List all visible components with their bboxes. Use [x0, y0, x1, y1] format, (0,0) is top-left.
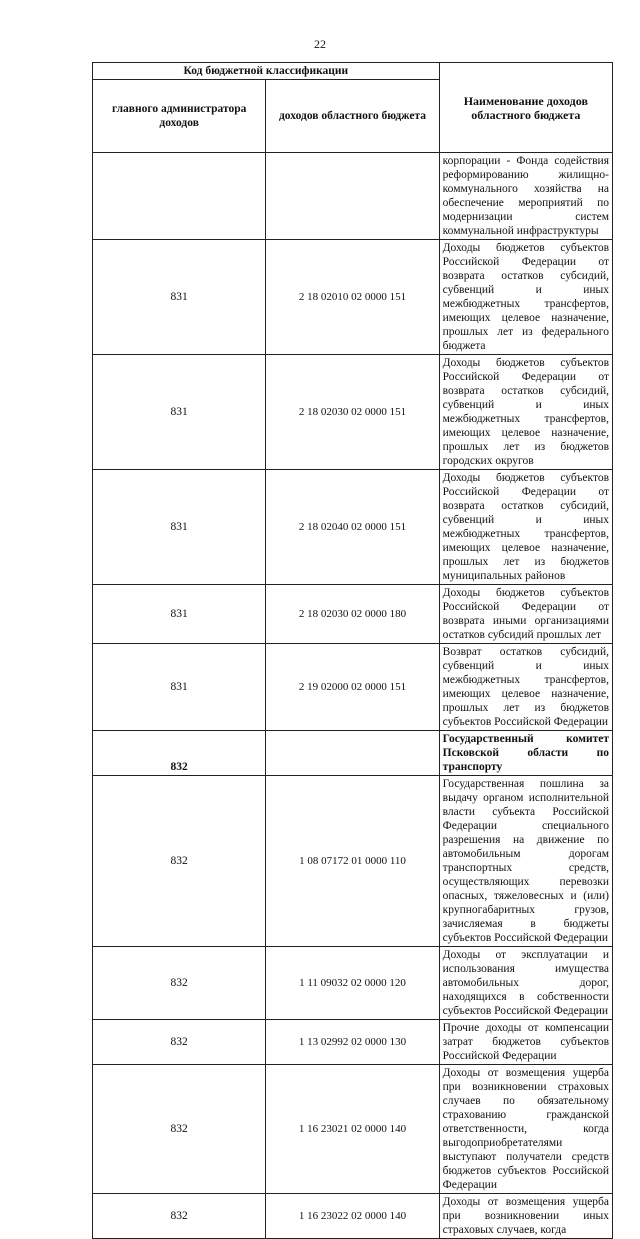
table-row — [93, 1020, 613, 1065]
table-row — [93, 355, 613, 470]
income-code-cell: 1 08 07172 01 0000 110 — [266, 776, 439, 947]
income-code-cell — [266, 153, 439, 240]
income-name-cell: Государственная пошлина за выдачу органом исполнительной власти субъекта Российской Федерации специального разрешения на движение по автомобильным дорогам транспортных средств, осуществляющих перевозки опасных, тяжеловесных и (или) крупногабаритных грузов, зачисляемая в бюджеты субъектов Российской Федерации — [439, 776, 612, 947]
income-name-cell: Доходы от эксплуатации и использования имущества автомобильных дорог, находящихся в собственности субъектов Российской Федерации — [439, 947, 612, 1020]
group-header: Код бюджетной классификации — [93, 63, 440, 80]
admin-code-cell: 831 — [93, 470, 266, 585]
table-row — [93, 1194, 613, 1239]
income-name-cell: Доходы от возмещения ущерба при возникновении страховых случаев по обязательному страхованию гражданской ответственности, когда выгодоприобретателями выступают получатели средств бюджетов субъектов Российской Федерации — [439, 1065, 612, 1194]
admin-code-cell: 832 — [93, 1020, 266, 1065]
income-code-cell: 2 18 02030 02 0000 151 — [266, 355, 439, 470]
income-column-header: доходов областного бюджета — [266, 80, 439, 153]
income-code-cell: 1 11 09032 02 0000 120 — [266, 947, 439, 1020]
income-name-cell: Прочие доходы от компенсации затрат бюджетов субъектов Российской Федерации — [439, 1020, 612, 1065]
page-number: 22 — [314, 37, 326, 51]
income-code-cell: 1 16 23021 02 0000 140 — [266, 1065, 439, 1194]
admin-code-cell: 832 — [93, 776, 266, 947]
income-code-cell: 1 13 02992 02 0000 130 — [266, 1020, 439, 1065]
name-column-header: Наименование доходов областного бюджета — [439, 63, 612, 153]
income-code-cell: 2 18 02030 02 0000 180 — [266, 585, 439, 644]
admin-code-cell: 832 — [93, 1194, 266, 1239]
table-row — [93, 585, 613, 644]
admin-code-cell: 832 — [93, 731, 266, 776]
income-name-cell: Доходы от возмещения ущерба при возникновении иных страховых случаев, когда — [439, 1194, 612, 1239]
income-code-cell: 1 16 23022 02 0000 140 — [266, 1194, 439, 1239]
table-row — [93, 470, 613, 585]
income-code-cell: 2 18 02010 02 0000 151 — [266, 240, 439, 355]
income-code-cell: 2 18 02040 02 0000 151 — [266, 470, 439, 585]
admin-code-cell: 831 — [93, 585, 266, 644]
income-name-cell: Доходы бюджетов субъектов Российской Федерации от возврата остатков субсидий, субвенций и иных межбюджетных трансфертов, имеющих целевое назначение, прошлых лет из бюджетов муниципальных районов — [439, 470, 612, 585]
admin-code-cell: 831 — [93, 355, 266, 470]
income-code-cell — [266, 731, 439, 776]
income-name-cell: Доходы бюджетов субъектов Российской Федерации от возврата иными организациями остатков субсидий прошлых лет — [439, 585, 612, 644]
admin-code-cell: 832 — [93, 1065, 266, 1194]
table-row — [93, 776, 613, 947]
table-row — [93, 153, 613, 240]
income-name-cell: корпорации - Фонда содействия реформированию жилищно-коммунального хозяйства на обеспечение мероприятий по модернизации систем коммунальной инфраструктуры — [439, 153, 612, 240]
income-name-cell: Государственный комитет Псковской области по транспорту — [439, 731, 612, 776]
table-row — [93, 240, 613, 355]
table-row — [93, 947, 613, 1020]
table-row — [93, 731, 613, 776]
admin-column-header: главного администратора доходов — [93, 80, 266, 153]
budget-classification-table — [92, 62, 613, 1239]
income-name-cell: Доходы бюджетов субъектов Российской Федерации от возврата остатков субсидий, субвенций и иных межбюджетных трансфертов, имеющих целевое назначение, прошлых лет из бюджетов городских округов — [439, 355, 612, 470]
table-row — [93, 644, 613, 731]
admin-code-cell: 831 — [93, 240, 266, 355]
admin-code-cell: 832 — [93, 947, 266, 1020]
admin-code-cell: 831 — [93, 644, 266, 731]
income-name-cell: Возврат остатков субсидий, субвенций и иных межбюджетных трансфертов, имеющих целевое назначение, прошлых лет из бюджетов субъектов Российской Федерации — [439, 644, 612, 731]
income-code-cell: 2 19 02000 02 0000 151 — [266, 644, 439, 731]
table-row — [93, 1065, 613, 1194]
admin-code-cell — [93, 153, 266, 240]
income-name-cell: Доходы бюджетов субъектов Российской Федерации от возврата остатков субсидий, субвенций и иных межбюджетных трансфертов, имеющих целевое назначение, прошлых лет из федерального бюджета — [439, 240, 612, 355]
